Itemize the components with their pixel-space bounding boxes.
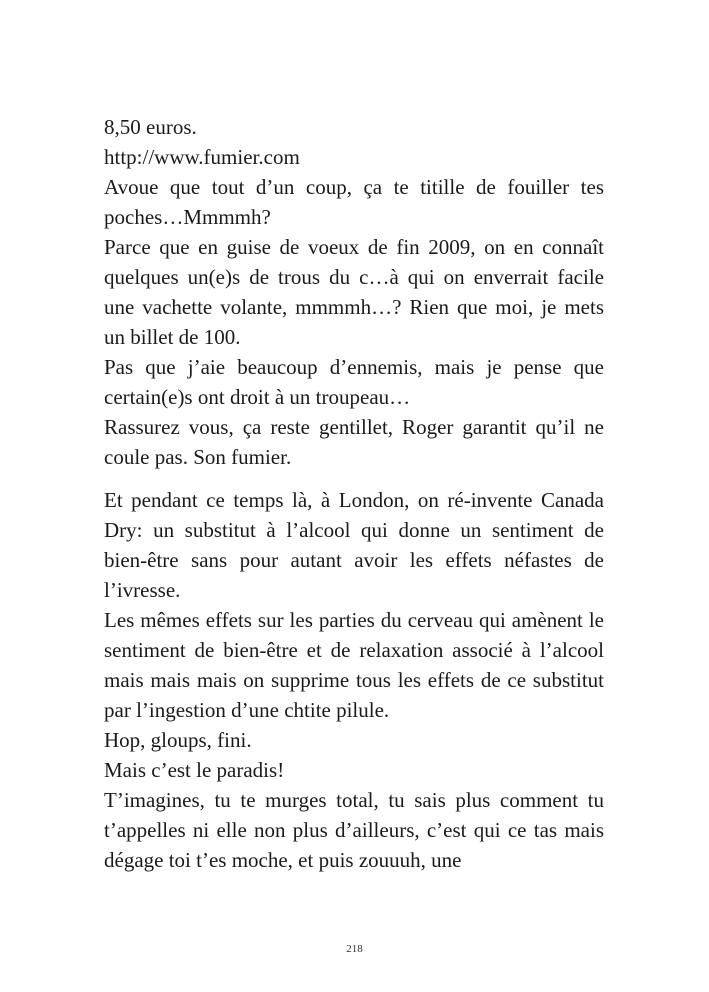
- paragraph: Pas que j’aie beaucoup d’ennemis, mais je pense que certain(e)s ont droit à un troupeau…: [104, 355, 604, 409]
- paragraph: Mais c’est le paradis!: [104, 758, 285, 782]
- paragraph: http://www.fumier.com: [104, 145, 300, 169]
- text-section-1: [104, 112, 604, 472]
- paragraph: Rassurez vous, ça reste gentillet, Roger garantit qu’il ne coule pas. Son fumier.: [104, 415, 604, 469]
- paragraph: Les mêmes effets sur les parties du cerveau qui amènent le sentiment de bien-être et de relaxation associé à l’alcool mais mais mais on supprime tous les effets de ce substitut par l’ingestion d’une chtite pilule.: [104, 608, 604, 722]
- paragraph: Avoue que tout d’un coup, ça te titille de fouiller tes poches…Mmmmh?: [104, 175, 604, 229]
- paragraph: Parce que en guise de voeux de fin 2009, on en connaît quelques un(e)s de trous du c…à qui on enverrait facile une vachette volante, mmmmh…? Rien que moi, je mets un billet de 100.: [104, 235, 604, 349]
- page-number: 218: [346, 943, 363, 955]
- paragraph: T’imagines, tu te murges total, tu sais plus comment tu t’appelles ni elle non plus d’ailleurs, c’est qui ce tas mais dégage toi t’es moche, et puis zouuuh, une: [104, 788, 604, 872]
- text-section-2: [104, 485, 604, 875]
- paragraph: Et pendant ce temps là, à London, on ré-invente Canada Dry: un substitut à l’alcool qui donne un sentiment de bien-être sans pour autant avoir les effets néfastes de l’ivresse.: [104, 488, 604, 602]
- paragraph: Hop, gloups, fini.: [104, 728, 252, 752]
- paragraph: 8,50 euros.: [104, 115, 197, 139]
